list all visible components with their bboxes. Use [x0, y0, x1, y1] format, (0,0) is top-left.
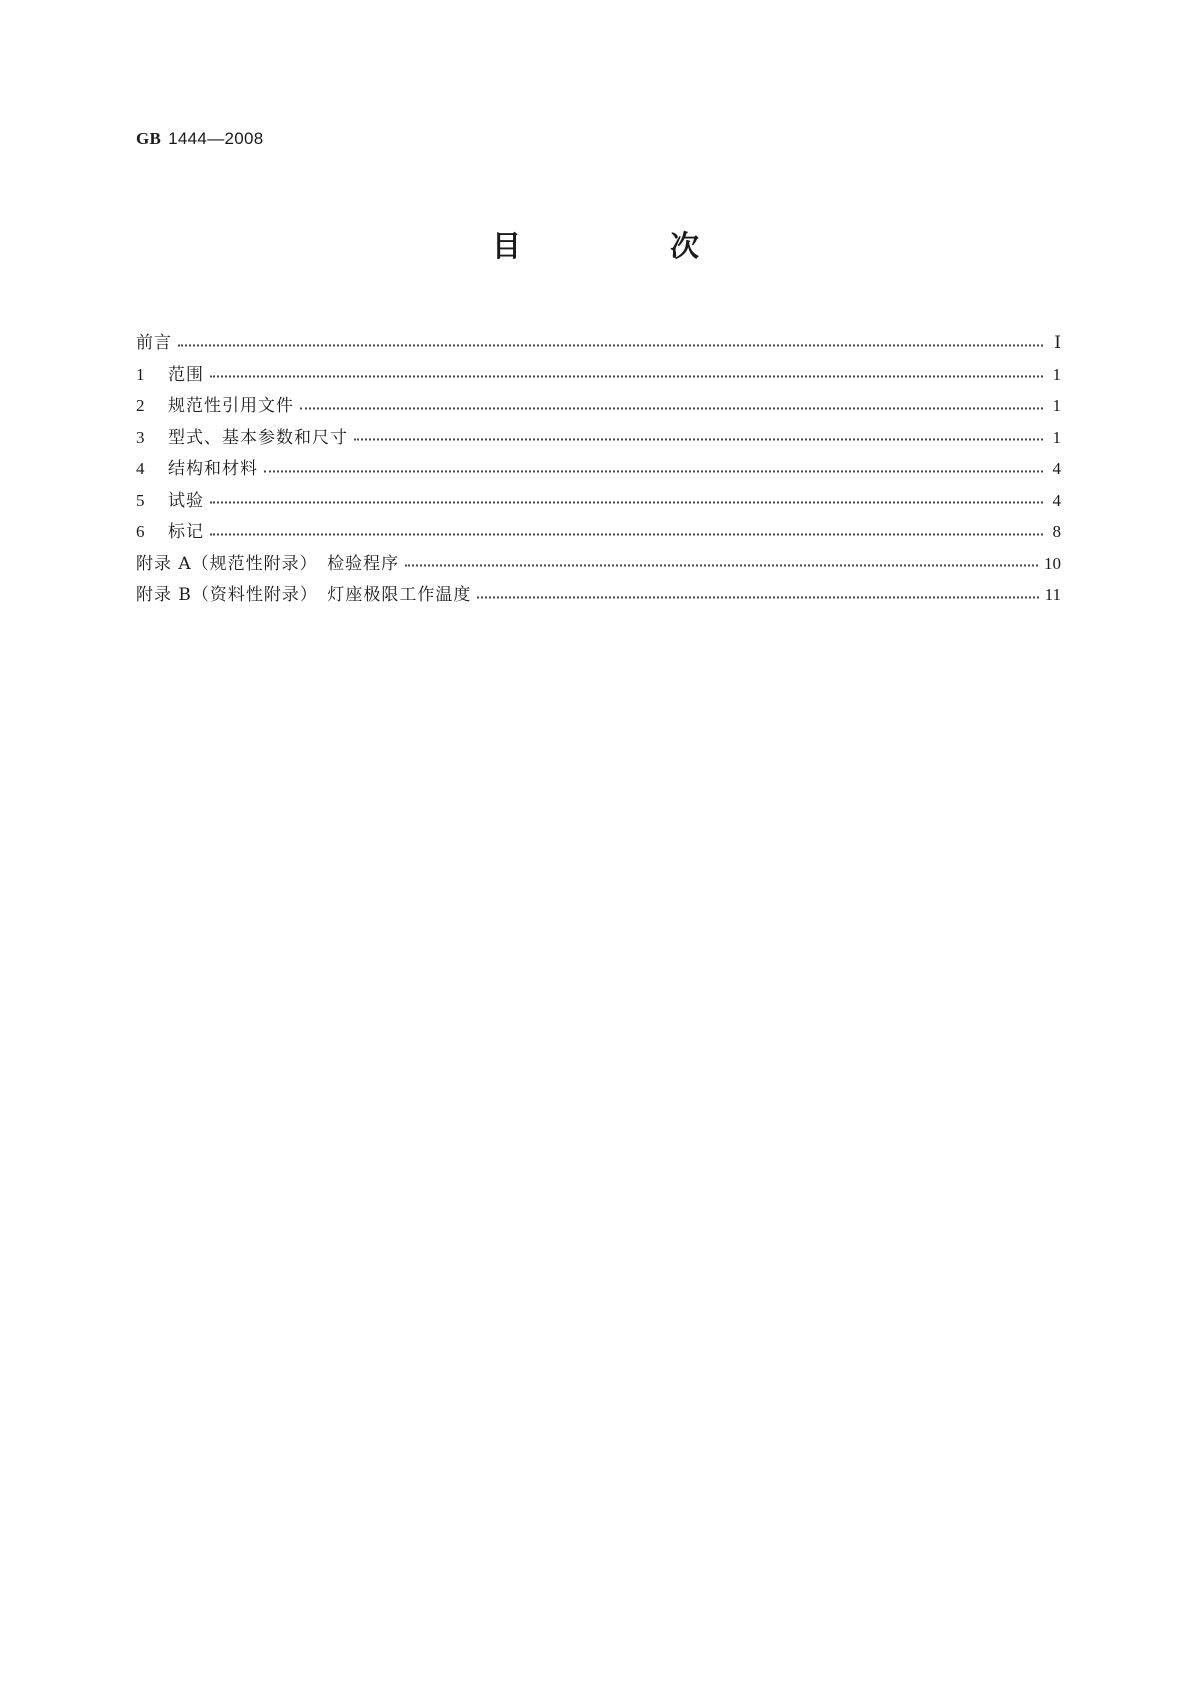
toc-entry-number: 4 [136, 459, 145, 478]
toc-leader-dots [354, 421, 1043, 440]
toc-leader-dots [210, 358, 1043, 377]
toc-entry-number: 1 [136, 364, 145, 384]
toc-entry-page: 4 [1052, 459, 1061, 478]
standard-code [136, 129, 264, 149]
toc-entry-number: 3 [136, 427, 145, 447]
toc-entry-text: 试验 [168, 490, 204, 511]
toc-entry[interactable] [136, 486, 1061, 518]
toc-entry[interactable] [136, 391, 1061, 423]
toc-leader-dots [210, 484, 1043, 503]
toc-entry-page: 1 [1052, 396, 1061, 415]
toc-title: 目 次 [491, 229, 759, 263]
toc-entry-page: 11 [1044, 585, 1061, 604]
toc-entry-page: Ⅰ [1054, 333, 1061, 352]
toc-entry[interactable] [136, 580, 1061, 612]
toc-entry[interactable] [136, 517, 1061, 549]
toc-entry-number: 5 [136, 490, 145, 510]
toc-entry-text: 规范性引用文件 [168, 396, 294, 416]
toc-entry-page: 1 [1052, 364, 1061, 384]
toc-entry-text: 结构和材料 [168, 459, 258, 479]
toc-leader-dots [477, 579, 1038, 598]
toc-leader-dots [210, 516, 1043, 535]
toc-leader-dots [405, 547, 1038, 566]
toc-entry-number: 2 [136, 396, 145, 415]
toc-entry-text: 标记 [168, 522, 204, 542]
toc-entry-page: 10 [1044, 553, 1061, 573]
toc-entry-page: 4 [1052, 490, 1061, 510]
toc-entry[interactable] [136, 328, 1061, 360]
toc-entry[interactable] [136, 549, 1061, 581]
toc-leader-dots [264, 453, 1043, 472]
toc-leader-dots [178, 327, 1043, 346]
toc-entry[interactable] [136, 360, 1061, 392]
toc-entry-text: 附录 B（资料性附录） 灯座极限工作温度 [136, 585, 472, 605]
toc-entry[interactable] [136, 423, 1061, 455]
toc-leader-dots [300, 390, 1043, 409]
toc-entry-text: 附录 A（规范性附录） 检验程序 [136, 553, 400, 574]
standard-number: 1444—2008 [168, 129, 264, 148]
toc-entry-page: 8 [1052, 522, 1061, 541]
table-of-contents [136, 328, 1061, 612]
toc-entry-text: 范围 [168, 364, 204, 385]
toc-entry-text: 型式、基本参数和尺寸 [168, 427, 348, 448]
toc-entry-page: 1 [1052, 427, 1061, 447]
standard-prefix: GB [136, 129, 162, 148]
toc-entry-text: 前言 [136, 333, 172, 353]
toc-entry[interactable] [136, 454, 1061, 486]
toc-entry-number: 6 [136, 522, 145, 541]
